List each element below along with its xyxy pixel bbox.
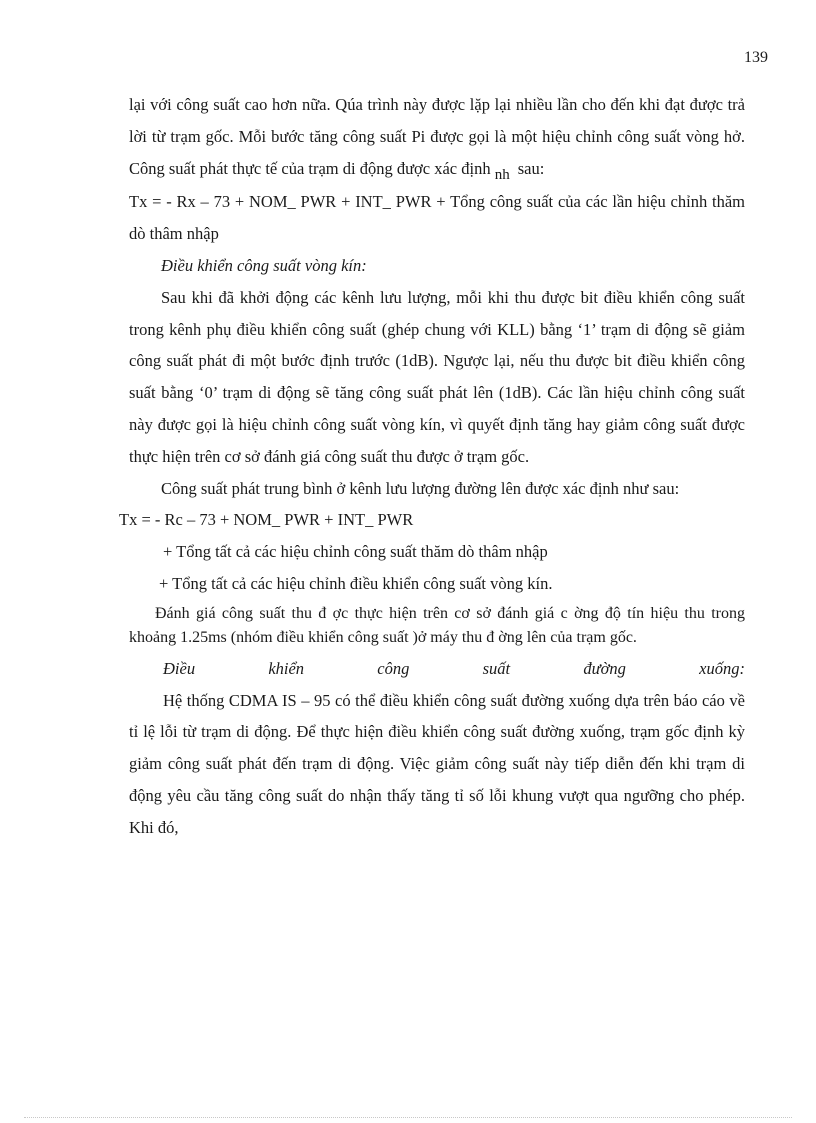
heading-downlink: Điều khiển công suất đường xuống: [163,658,745,678]
paragraph-average-power: Công suất phát trung bình ở kênh lưu lượng đường lên được xác định như sau: [161,478,680,498]
formula-average-power: Tx = - Rc – 73 + NOM_ PWR + INT_ PWR [119,510,414,530]
paragraph-tail: sau: [517,158,545,178]
formula-average-power-line2: + Tổng tất cả các hiệu chỉnh công suất thăm dò thâm nhập [163,542,548,562]
paragraph-power-estimation: Đánh giá công suất thu đ ợc thực hiện trên cơ sở đánh giá c ờng độ tín hiệu thu trong khoảng 1.25ms (nhóm điều khiển công suất )ở máy thu đ ờng lên của trạm gốc. [129,604,745,647]
heading-closed-loop: Điều khiển công suất vòng kín: [161,255,367,275]
document-body [119,89,745,844]
formula-open-loop: Tx = - Rx – 73 + NOM_ PWR + INT_ PWR + Tổng công suất của các lần hiệu chỉnh thăm dò thâm nhập [129,192,745,244]
paragraph-text: lại với công suất cao hơn nữa. Qúa trình này được lặp lại nhiều lần cho đến khi đạt được trả lời từ trạm gốc. Mỗi bước tăng công suất Pi được gọi là một hiệu chỉnh công suất vòng hở. Công suất phát thực tế của trạm di động được xác định [129,95,745,178]
paragraph-downlink: Hệ thống CDMA IS – 95 có thể điều khiển công suất đường xuống dựa trên báo cáo về tỉ lệ lỗi từ trạm di động. Để thực hiện điều khiển công suất đường xuống, trạm gốc định kỳ giảm công suất phát đến trạm di động. Việc giảm công suất này tiếp diễn đến khi trạm di động yêu cầu tăng công suất do nhận thấy tăng tỉ số lỗi khung vượt qua ngưỡng cho phép. Khi đó, [129,690,745,837]
paragraph-open-loop-end [129,89,745,186]
subscript-fragment: nh [494,166,510,183]
paragraph-closed-loop: Sau khi đã khởi động các kênh lưu lượng, mỗi khi thu được bit điều khiển công suất trong kênh phụ điều khiển công suất (ghép chung với KLL) bằng ‘1’ trạm di động sẽ giảm công suất phát đi một bước định trước (1dB). Ngược lại, nếu thu được bit điều khiển công suất bằng ‘0’ trạm di động sẽ tăng công suất phát lên (1dB). Các lần hiệu chỉnh công suất này được gọi là hiệu chỉnh công suất vòng kín, vì quyết định tăng hay giảm công suất được thực hiện trên cơ sở đánh giá công suất thu được ở trạm gốc. [129,287,745,466]
formula-average-power-line3: + Tổng tất cả các hiệu chỉnh điều khiển công suất vòng kín. [159,573,553,593]
page-number: 139 [744,49,768,66]
page-bottom-rule [24,1117,792,1118]
